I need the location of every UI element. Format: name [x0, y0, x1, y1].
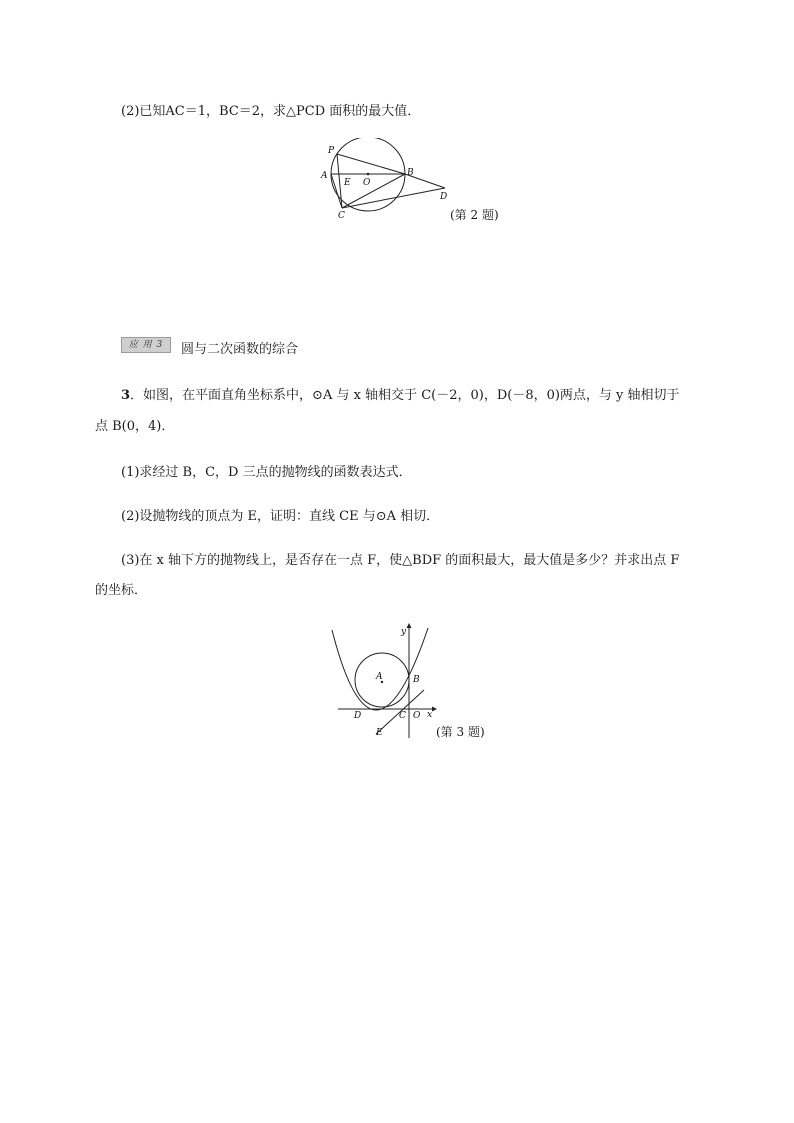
problem3-stem-text: ．如图，在平面直角坐标系中，⊙A 与 x 轴相交于 C(－2，0)，D(－8，0)两点，与 y 轴相切于	[130, 388, 680, 403]
problem3-label-E: E	[376, 728, 383, 738]
problem2-label-B: B	[407, 168, 414, 178]
problem3-label-x: x	[427, 710, 433, 720]
section-title: 圆与二次函数的综合	[181, 342, 299, 357]
section-badge: 应 用 3	[121, 337, 171, 353]
problem3-q3-line1: (3)在 x 轴下方的抛物线上，是否存在一点 F，使△BDF 的面积最大，最大值是多少？并求出点 F	[121, 553, 680, 568]
problem3-label-y: y	[401, 627, 407, 637]
problem3-figure	[328, 622, 440, 740]
problem2-caption: (第 2 题)	[450, 208, 499, 222]
problem3-caption: (第 3 题)	[436, 725, 485, 739]
problem2-label-E: E	[344, 178, 351, 188]
problem2-label-P: P	[328, 146, 335, 156]
problem3-label-B: B	[413, 675, 420, 685]
problem3-x-arrow	[432, 707, 437, 712]
problem3-number: 3	[121, 388, 131, 403]
problem2-line-PB	[337, 154, 405, 174]
problem2-label-A: A	[321, 171, 328, 181]
problem2-line-CB	[342, 174, 405, 208]
problem3-label-A: A	[376, 672, 383, 682]
problem2-line-CD	[342, 188, 448, 208]
problem2-figure	[315, 138, 455, 222]
problem3-q1: (1)求经过 B，C，D 三点的抛物线的函数表达式．	[121, 465, 412, 480]
problem2-center-dot	[367, 173, 370, 176]
problem3-y-arrow	[407, 623, 412, 628]
problem3-stem-line1	[121, 387, 680, 405]
problem3-parabola	[332, 628, 428, 710]
problem3-label-O: O	[413, 711, 421, 721]
problem3-q2: (2)设抛物线的顶点为 E，证明：直线 CE 与⊙A 相切．	[121, 509, 440, 524]
problem2-label-D: D	[440, 192, 448, 202]
problem3-label-C: C	[399, 711, 406, 721]
problem2-label-O: O	[363, 178, 371, 188]
problem3-label-D: D	[354, 711, 362, 721]
problem3-stem-line2: 点 B(0，4)．	[95, 419, 175, 434]
problem3-q3-line2: 的坐标．	[95, 583, 148, 598]
problem2-label-C: C	[338, 211, 345, 221]
problem2-part2-text: (2)已知AC＝1，BC＝2，求△PCD 面积的最大值．	[121, 104, 421, 119]
